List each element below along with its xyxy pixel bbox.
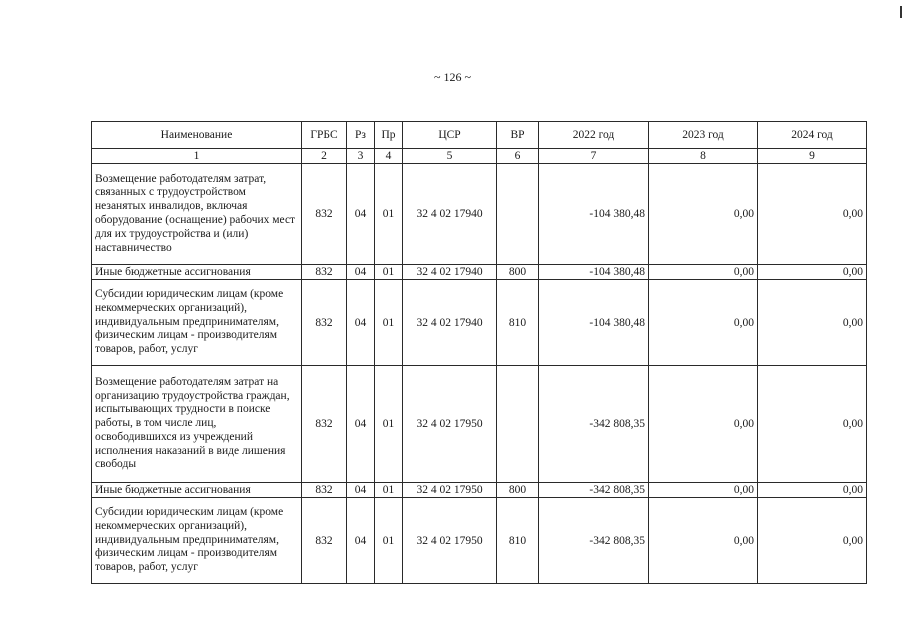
- column-number: 2: [302, 149, 347, 164]
- row-csr: 32 4 02 17950: [403, 483, 497, 498]
- table-row: [92, 498, 867, 584]
- row-pr: 01: [375, 265, 403, 280]
- row-2023: 0,00: [649, 265, 758, 280]
- column-number: 5: [403, 149, 497, 164]
- row-2022: -104 380,48: [539, 164, 649, 265]
- row-grbs: 832: [302, 280, 347, 366]
- row-rz: 04: [347, 280, 375, 366]
- row-rz: 04: [347, 498, 375, 584]
- row-pr: 01: [375, 280, 403, 366]
- row-2024: 0,00: [758, 483, 867, 498]
- column-header-csr: ЦСР: [403, 122, 497, 149]
- column-header-vr: ВР: [497, 122, 539, 149]
- row-name: Субсидии юридическим лицам (кроме некоммерческих организаций), индивидуальным предпринимателям, физическим лицам - производителям товаров, работ, услуг: [92, 280, 302, 366]
- row-2022: -342 808,35: [539, 498, 649, 584]
- column-header-grbs: ГРБС: [302, 122, 347, 149]
- row-name: Возмещение работодателям затрат на организацию трудоустройства граждан, испытывающих трудности в поиске работы, в том числе лиц, освободившихся из учреждений исполнения наказаний в виде лишения свободы: [92, 366, 302, 483]
- page-number: ~ 126 ~: [434, 70, 471, 84]
- column-number: 7: [539, 149, 649, 164]
- row-2022: -104 380,48: [539, 265, 649, 280]
- row-2022: -104 380,48: [539, 280, 649, 366]
- column-number: 8: [649, 149, 758, 164]
- row-vr: 810: [497, 280, 539, 366]
- row-rz: 04: [347, 483, 375, 498]
- row-rz: 04: [347, 265, 375, 280]
- row-2023: 0,00: [649, 280, 758, 366]
- column-number-row: [92, 149, 867, 164]
- table-row: [92, 483, 867, 498]
- row-vr: 810: [497, 498, 539, 584]
- row-2023: 0,00: [649, 483, 758, 498]
- row-2023: 0,00: [649, 366, 758, 483]
- row-grbs: 832: [302, 164, 347, 265]
- column-number: 6: [497, 149, 539, 164]
- row-2022: -342 808,35: [539, 366, 649, 483]
- row-csr: 32 4 02 17950: [403, 366, 497, 483]
- row-rz: 04: [347, 164, 375, 265]
- row-2024: 0,00: [758, 265, 867, 280]
- column-header-name: Наименование: [92, 122, 302, 149]
- row-rz: 04: [347, 366, 375, 483]
- row-csr: 32 4 02 17940: [403, 280, 497, 366]
- row-name: Иные бюджетные ассигнования: [92, 483, 302, 498]
- row-pr: 01: [375, 164, 403, 265]
- table-row: [92, 265, 867, 280]
- column-number: 1: [92, 149, 302, 164]
- row-grbs: 832: [302, 498, 347, 584]
- column-header-rz: Рз: [347, 122, 375, 149]
- row-2024: 0,00: [758, 164, 867, 265]
- column-number: 9: [758, 149, 867, 164]
- row-2024: 0,00: [758, 280, 867, 366]
- row-2024: 0,00: [758, 366, 867, 483]
- column-header-pr: Пр: [375, 122, 403, 149]
- row-name: Возмещение работодателям затрат, связанных с трудоустройством незанятых инвалидов, включая оборудование (оснащение) рабочих мест для их трудоустройства и (или) наставничество: [92, 164, 302, 265]
- row-name: Субсидии юридическим лицам (кроме некоммерческих организаций), индивидуальным предпринимателям, физическим лицам - производителям товаров, работ, услуг: [92, 498, 302, 584]
- row-grbs: 832: [302, 265, 347, 280]
- row-vr: 800: [497, 483, 539, 498]
- column-number: 4: [375, 149, 403, 164]
- column-header-2024: 2024 год: [758, 122, 867, 149]
- row-pr: 01: [375, 498, 403, 584]
- row-pr: 01: [375, 483, 403, 498]
- budget-table: [91, 121, 867, 584]
- row-2022: -342 808,35: [539, 483, 649, 498]
- table-row: [92, 366, 867, 483]
- row-vr: 800: [497, 265, 539, 280]
- row-2023: 0,00: [649, 164, 758, 265]
- row-grbs: 832: [302, 366, 347, 483]
- table-row: [92, 164, 867, 265]
- row-pr: 01: [375, 366, 403, 483]
- row-2023: 0,00: [649, 498, 758, 584]
- table-header-row: [92, 122, 867, 149]
- row-2024: 0,00: [758, 498, 867, 584]
- row-csr: 32 4 02 17940: [403, 265, 497, 280]
- row-csr: 32 4 02 17940: [403, 164, 497, 265]
- column-header-2023: 2023 год: [649, 122, 758, 149]
- row-name: Иные бюджетные ассигнования: [92, 265, 302, 280]
- row-csr: 32 4 02 17950: [403, 498, 497, 584]
- table-row: [92, 280, 867, 366]
- scan-edge-mark: [900, 6, 902, 18]
- row-vr: [497, 366, 539, 483]
- column-number: 3: [347, 149, 375, 164]
- row-grbs: 832: [302, 483, 347, 498]
- row-vr: [497, 164, 539, 265]
- column-header-2022: 2022 год: [539, 122, 649, 149]
